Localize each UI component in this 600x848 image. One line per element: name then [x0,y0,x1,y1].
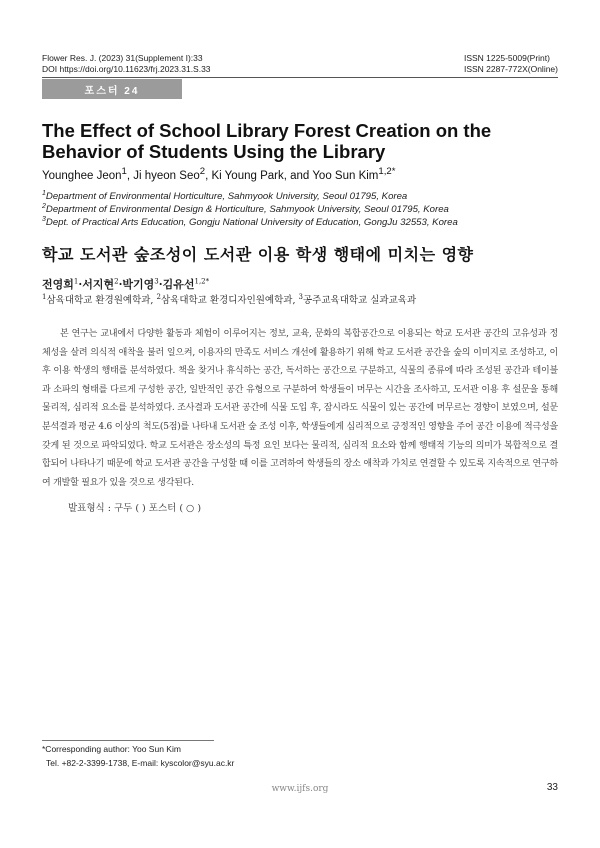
page-number: 33 [546,782,558,793]
footnote-rule [42,740,214,741]
author-name: Ki Young Park [211,170,284,182]
contact-info: Tel. +82-2-3399-1738, E-mail: kyscolor@syu.ac.kr [46,758,235,768]
korean-affiliation-list: $^1$삼육대학교 환경원예학과, $^2$삼육대학교 환경디자인원예학과, $^3$공주교육대학교 실과교육과 [42,292,417,306]
affiliation-list [42,190,458,229]
author-name: Yoo Sun Kim [312,170,379,182]
korean-author-list: 전영희$^1$·서지현$^2$·박기영$^3$·김유선$^{1,2*}$ [42,277,210,291]
doi-link[interactable]: DOI https://doi.org/10.11623/frj.2023.31.S.33 [42,64,211,74]
issn-block [464,53,558,75]
journal-citation: Flower Res. J. (2023) 31(Supplement I):33 [42,53,203,63]
journal-header [42,53,211,75]
affiliation-item: $^2$Department of Environmental Design & Horticulture, Sahmyook University, Seoul 01795, Korea [42,202,449,215]
affiliation-item: $^3$Dept. of Practical Arts Education, Gongju National University of Education, GongJu 32553, Korea [42,215,458,228]
author-name: Ji hyeon Seo [133,170,200,182]
author-name: Younghee Jeon [42,170,122,182]
author-list: Younghee Jeon$^1$, Ji hyeon Seo$^2$, Ki Young Park, and Yoo Sun Kim$^{1,2*}$ [42,166,396,182]
korean-title: 학교 도서관 숲조성이 도서관 이용 학생 행태에 미치는 영향 [42,245,474,264]
author-sup: 1,2* [378,166,396,178]
presentation-format: 발표형식 : 구두 ( ) 포스터 ( ○ ) [68,503,202,514]
corresponding-author: *Corresponding author: Yoo Sun Kim [42,744,181,754]
affiliation-item: $^1$Department of Environmental Horticulture, Sahmyook University, Seoul 01795, Korea [42,189,408,202]
paper-title: The Effect of School Library Forest Creation on the Behavior of Students Using the Library [42,120,492,162]
abstract [42,325,558,492]
issn-online: ISSN 2287-772X(Online) [463,64,558,74]
abstract-text: 본 연구는 교내에서 다양한 활동과 체험이 이루어지는 정보, 교육, 문화의 복합공간으로 이용되는 학교 도서관 공간의 고유성과 정체성을 살려 의식적 애착을 불러 일으켜, 이용자의 만족도 서비스 개선에 활용하기 위해 학교 도서관 공간을 숲의 이미지로 조성하고, 이후 이용 학생의 행태를 분석하였다. 책을 찾거나 휴식하는 공간, 독서하는 공간으로 구분하고, 식물의 종류에 따라 조성된 공간과 테이블과 소파의 형태를 다르게 구성한 공간, 일반적인 공간 유형으로 구분하여 학생들이 머무는 시간을 조사하고, 도서관 이용 후 설문을 통해 물리적, 심리적 요소를 분석하였다. 조사결과 도서관 공간에 식물 도입 후, 잠시라도 식물이 있는 공간에 머무르는 경향이 보였으며, 설문 분석결과 평균 4.6 이상의 척도(5점)를 나타내 도서관 숲 조성 이후, 학생들에게 심리적으로 긍정적인 영향을 주어 공간 이용에 적극성을 갖게 된 것으로 파악되었다. 학교 도서관은 장소성의 특정 요인 보다는 물리적, 심리적 요소와 함께 행태적 기능의 의미가 복합적으로 결합되어 나타나기 때문에 학교 도서관 공간을 구성할 때 이를 고려하여 학생들의 장소 애착과 가치로 연결할 수 있도록 지속적으로 연구하여 개발할 필요가 있을 것으로 생각된다. [42,329,558,488]
poster-banner: 포스터 24 [42,79,182,99]
header-rule [42,77,558,78]
journal-website[interactable]: www.ijfs.org [271,784,329,794]
author-sup: 2 [199,166,206,178]
issn-print: ISSN 1225-5009(Print) [463,53,550,63]
author-sup: 1 [121,166,127,178]
